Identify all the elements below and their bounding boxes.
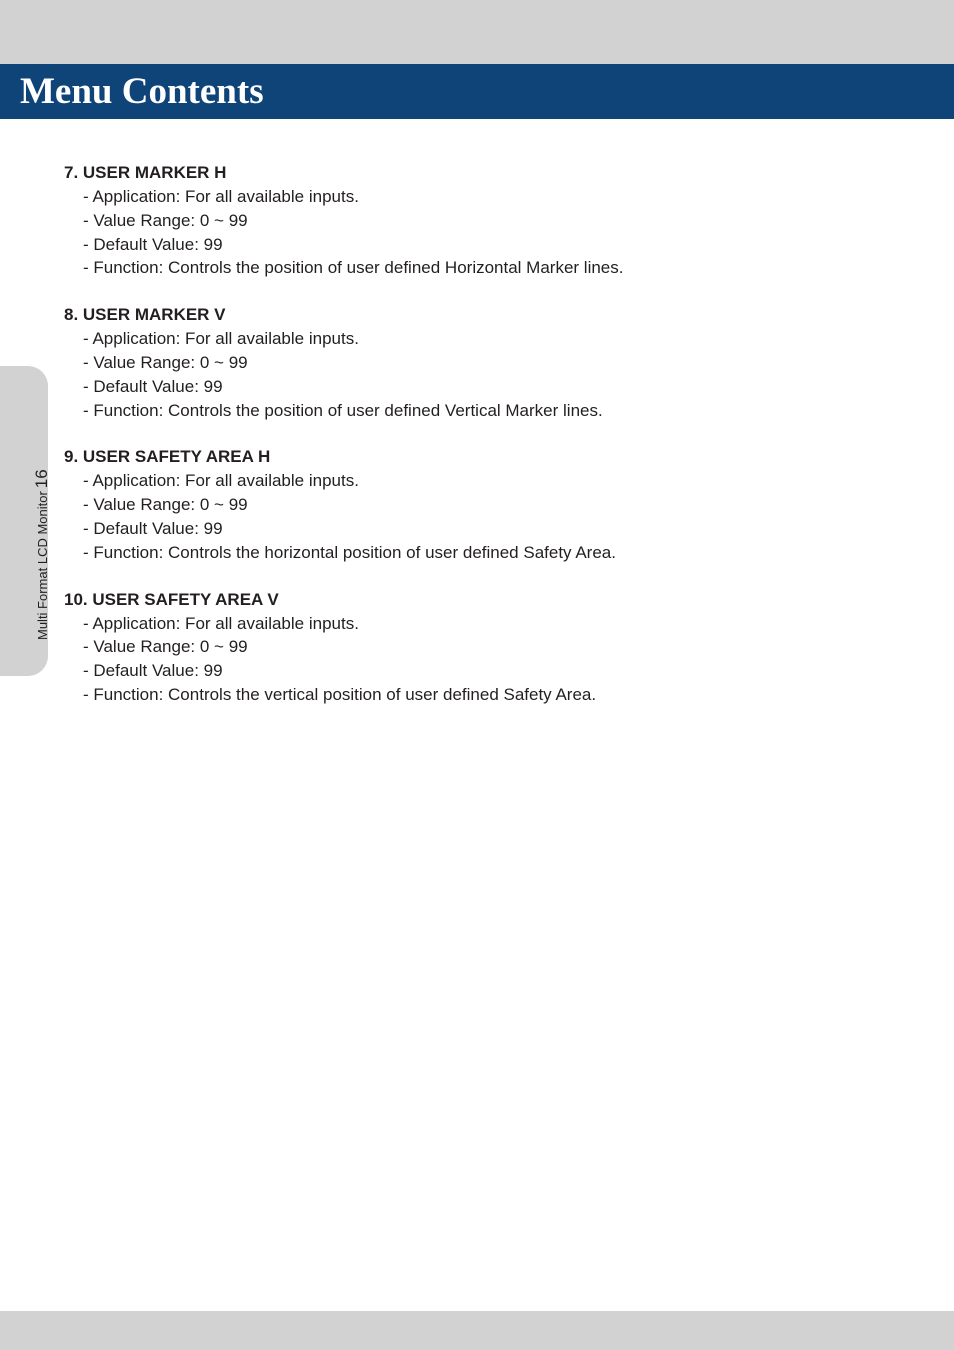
section-items: [64, 327, 884, 422]
section-items: [64, 469, 884, 564]
list-item: - Value Range: 0 ~ 99: [83, 637, 248, 657]
page-number: 16: [32, 469, 51, 489]
section-user-safety-area-v: [64, 588, 884, 707]
section-heading: 8. USER MARKER V: [64, 305, 226, 325]
list-item: - Default Value: 99: [83, 661, 223, 681]
section-items: [64, 612, 884, 707]
menu-contents: [64, 161, 884, 730]
section-heading: 10. USER SAFETY AREA V: [64, 589, 279, 609]
top-band: [0, 0, 954, 64]
list-item: - Function: Controls the position of user defined Horizontal Marker lines.: [83, 258, 624, 278]
list-item: - Function: Controls the horizontal position of user defined Safety Area.: [83, 542, 616, 562]
page-title: Menu Contents: [20, 71, 264, 112]
section-user-marker-h: [64, 161, 884, 280]
list-item: - Value Range: 0 ~ 99: [83, 495, 248, 515]
list-item: - Default Value: 99: [83, 518, 223, 538]
list-item: - Value Range: 0 ~ 99: [83, 210, 248, 230]
section-heading: 9. USER SAFETY AREA H: [64, 447, 271, 467]
bottom-band: [0, 1311, 954, 1350]
list-item: - Function: Controls the position of user defined Vertical Marker lines.: [83, 400, 603, 420]
list-item: - Application: For all available inputs.: [83, 329, 359, 349]
section-user-marker-v: [64, 303, 884, 422]
list-item: - Application: For all available inputs.: [83, 613, 359, 633]
title-bar: [0, 64, 954, 119]
list-item: - Application: For all available inputs.: [83, 471, 359, 491]
section-user-safety-area-h: [64, 445, 884, 564]
section-items: [64, 185, 884, 280]
side-tab-label: [34, 469, 51, 640]
section-heading: 7. USER MARKER H: [64, 163, 227, 182]
list-item: - Value Range: 0 ~ 99: [83, 352, 248, 372]
side-tab-product-name: Multi Format LCD Monitor: [35, 491, 50, 640]
list-item: - Application: For all available inputs.: [83, 187, 359, 206]
list-item: - Default Value: 99: [83, 376, 223, 396]
list-item: - Default Value: 99: [83, 234, 223, 254]
list-item: - Function: Controls the vertical position of user defined Safety Area.: [83, 684, 597, 704]
